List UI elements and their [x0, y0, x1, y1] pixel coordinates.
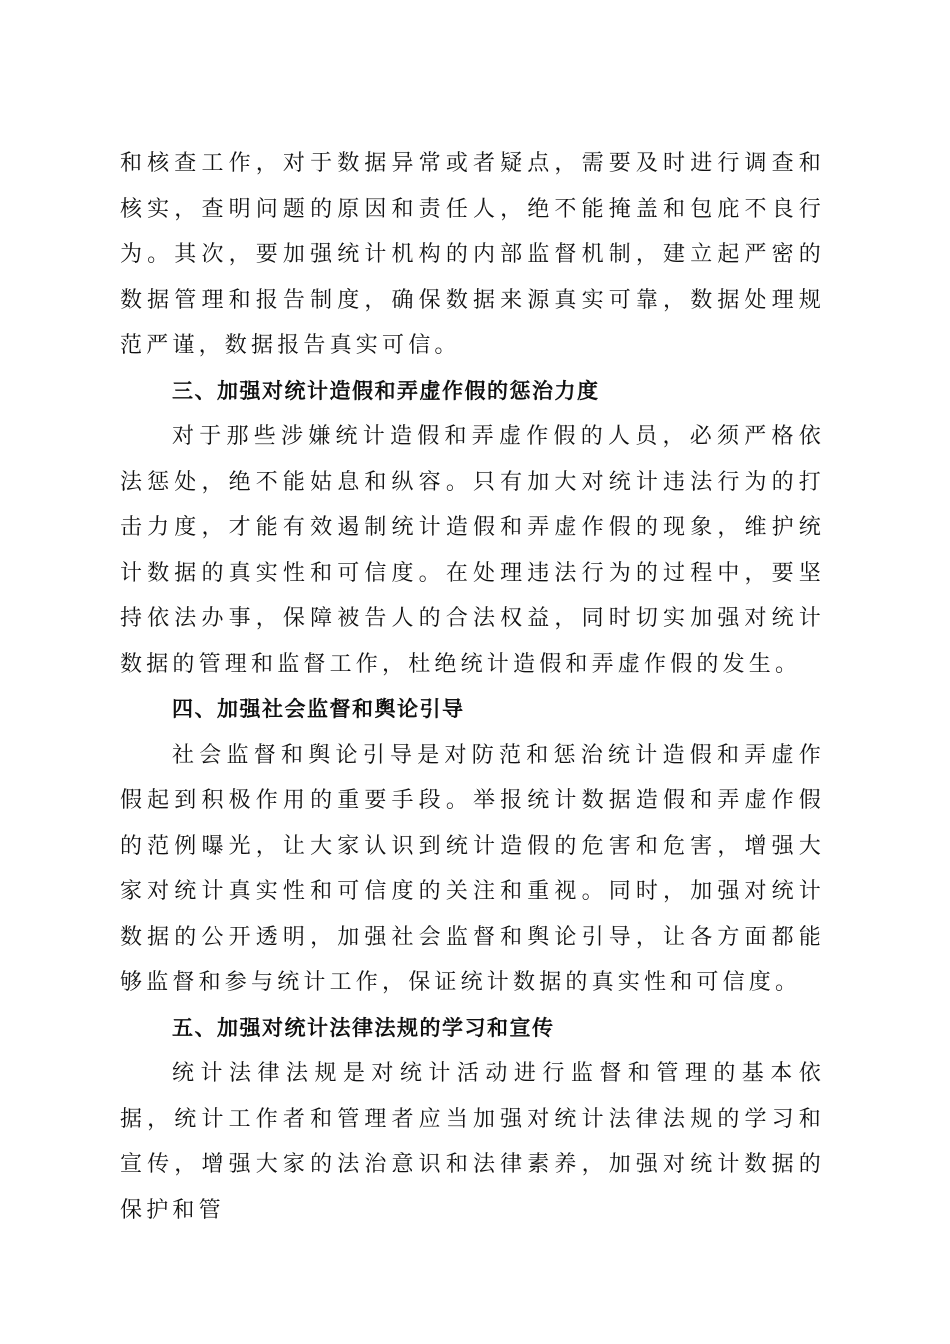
section-heading-4: 四、加强社会监督和舆论引导 [172, 697, 465, 721]
paragraph-section-4: 社会监督和舆论引导是对防范和惩治统计造假和弄虚作假起到积极作用的重要手段。举报统计数据造假和弄虚作假的范例曝光，让大家认识到统计造假的危害和危害，增强大家对统计真实性和可信度的关注和重视。同时，加强对统计数据的公开透明，加强社会监督和舆论引导，让各方面都能够监督和参与统计工作，保证统计数据的真实性和可信度。 [120, 742, 825, 995]
paragraph-section-5: 统计法律法规是对统计活动进行监督和管理的基本依据，统计工作者和管理者应当加强对统计法律法规的学习和宣传，增强大家的法治意识和法律素养，加强对统计数据的保护和管 [120, 1061, 825, 1223]
paragraph-continued: 和核查工作，对于数据异常或者疑点，需要及时进行调查和核实，查明问题的原因和责任人，绝不能掩盖和包庇不良行为。其次，要加强统计机构的内部监督机制，建立起严密的数据管理和报告制度，确保数据来源真实可靠，数据处理规范严谨，数据报告真实可信。 [120, 151, 825, 358]
document-body [120, 141, 825, 1233]
section-heading-5: 五、加强对统计法律法规的学习和宣传 [172, 1015, 555, 1040]
section-heading-3: 三、加强对统计造假和弄虚作假的惩治力度 [172, 378, 600, 403]
paragraph-section-3: 对于那些涉嫌统计造假和弄虚作假的人员，必须严格依法惩处，绝不能姑息和纵容。只有加大对统计违法行为的打击力度，才能有效遏制统计造假和弄虚作假的现象，维护统计数据的真实性和可信度。在处理违法行为的过程中，要坚持依法办事，保障被告人的合法权益，同时切实加强对统计数据的管理和监督工作，杜绝统计造假和弄虚作假的发生。 [120, 424, 825, 677]
